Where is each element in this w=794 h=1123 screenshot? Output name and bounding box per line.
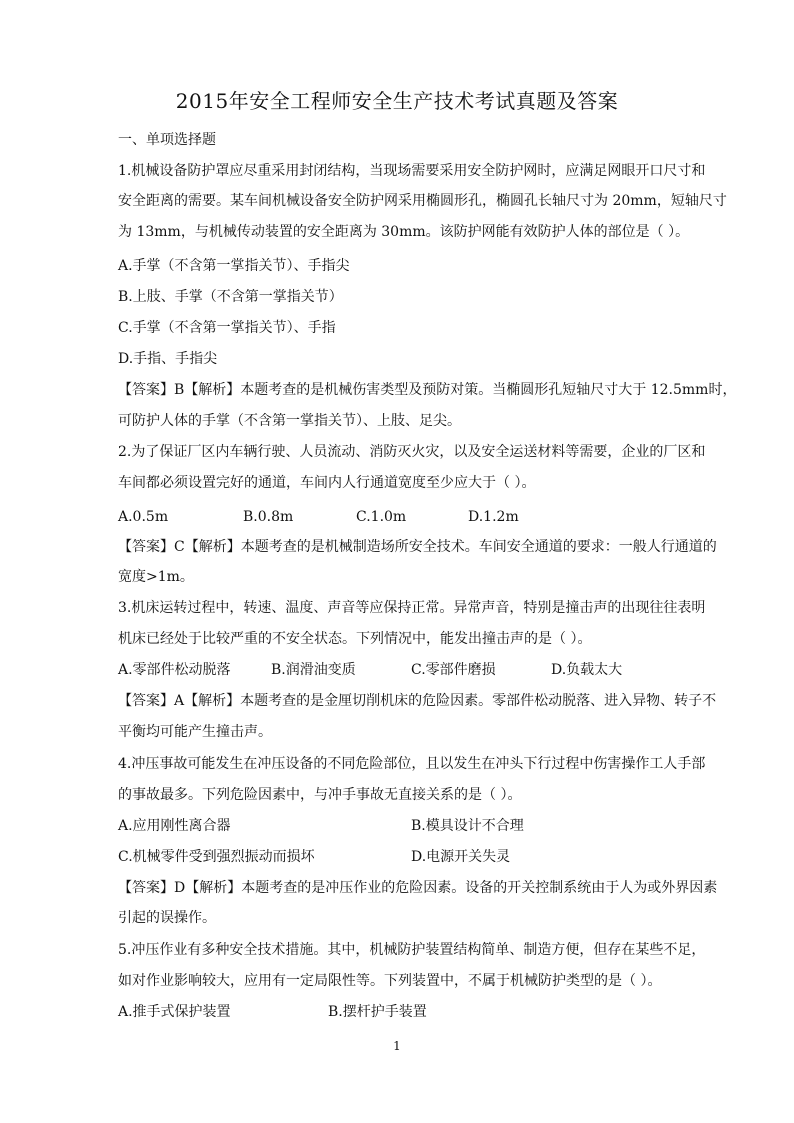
document-title: 2015年安全工程师安全生产技术考试真题及答案: [175, 89, 619, 113]
q3-stem-line: 机床已经处于比较严重的不安全状态。下列情况中，能发出撞击声的是（ ）。: [118, 631, 592, 647]
q4-stem-line: 4.冲压事故可能发生在冲压设备的不同危险部位，且以发生在冲头下行过程中伤害操作工人手部: [118, 756, 706, 772]
q2-answer-line: 宽度>1m。: [118, 569, 194, 585]
q5-option-a: A.推手式保护装置: [118, 1004, 231, 1020]
q2-option-a: A.0.5m: [118, 509, 169, 525]
section-heading: 一、单项选择题: [118, 132, 216, 148]
q3-option-d: D.负载太大: [551, 662, 623, 678]
q5-stem-line: 5.冲压作业有多种安全技术措施。其中，机械防护装置结构简单、制造方便，但存在某些不足，: [118, 942, 706, 958]
q2-stem-line: 2.为了保证厂区内车辆行驶、人员流动、消防灭火灾，以及安全运送材料等需要，企业的厂区和: [118, 444, 706, 460]
q2-option-d: D.1.2m: [468, 509, 519, 525]
q5-option-b: B.摆杆护手装置: [328, 1004, 427, 1020]
q1-option-d: D.手指、手指尖: [118, 351, 218, 367]
q3-option-b: B.润滑油变质: [271, 662, 356, 678]
q4-option-b: B.模具设计不合理: [411, 818, 524, 834]
q1-option-c: C.手掌（不含第一掌指关节）、手指: [118, 320, 336, 336]
q1-option-b: B.上肢、手掌（不含第一掌指关节）: [118, 289, 343, 305]
q1-answer-line: 可防护人体的手掌（不含第一掌指关节）、上肢、足尖。: [118, 413, 461, 429]
q4-option-c: C.机械零件受到强烈振动而损坏: [118, 849, 315, 865]
q2-option-c: C.1.0m: [356, 509, 407, 525]
q3-option-c: C.零部件磨损: [411, 662, 496, 678]
q4-answer-line: 引起的误操作。: [118, 910, 216, 926]
page-number: 1: [393, 1039, 401, 1053]
q2-answer-line: 【答案】C【解析】本题考查的是机械制造场所安全技术。车间安全通道的要求：一般人行通道的: [118, 539, 717, 555]
q4-stem-line: 的事故最多。下列危险因素中，与冲手事故无直接关系的是（ ）。: [118, 787, 522, 803]
q1-stem-line: 1.机械设备防护罩应尽重采用封闭结构，当现场需要采用安全防护网时，应满足网眼开口尺寸和: [118, 163, 706, 179]
q1-stem-line: 安全距离的需要。某车间机械设备安全防护网采用椭圆形孔，椭圆孔长轴尺寸为 20mm，短轴尺寸: [118, 193, 727, 209]
q1-option-a: A.手掌（不含第一掌指关节）、手指尖: [118, 258, 350, 274]
q3-answer-line: 平衡均可能产生撞击声。: [118, 724, 272, 740]
q1-answer-line: 【答案】B【解析】本题考查的是机械伤害类型及预防对策。当椭圆形孔短轴尺寸大于 12.5mm时，: [118, 382, 737, 398]
q3-answer-line: 【答案】A【解析】本题考查的是金厘切削机床的危险因素。零部件松动脱落、进入异物、转子不: [118, 693, 717, 709]
q1-stem-line: 为 13mm，与机械传动装置的安全距离为 30mm。该防护网能有效防护人体的部位是（ ）。: [118, 224, 690, 240]
q2-stem-line: 车间都必须设置完好的通道，车间内人行通道宽度至少应大于（ ）。: [118, 475, 536, 491]
q3-option-a: A.零部件松动脱落: [118, 662, 231, 678]
q2-option-b: B.0.8m: [243, 509, 294, 525]
q3-stem-line: 3.机床运转过程中，转速、温度、声音等应保持正常。异常声音，特别是撞击声的出现往往表明: [118, 600, 706, 616]
q4-option-d: D.电源开关失灵: [411, 849, 511, 865]
q4-answer-line: 【答案】D【解析】本题考查的是冲压作业的危险因素。设备的开关控制系统由于人为或外界因素: [118, 880, 718, 896]
q4-option-a: A.应用刚性离合器: [118, 818, 231, 834]
q5-stem-line: 如对作业影响较大，应用有一定局限性等。下列装置中，不属于机械防护类型的是（ ）。: [118, 973, 662, 989]
